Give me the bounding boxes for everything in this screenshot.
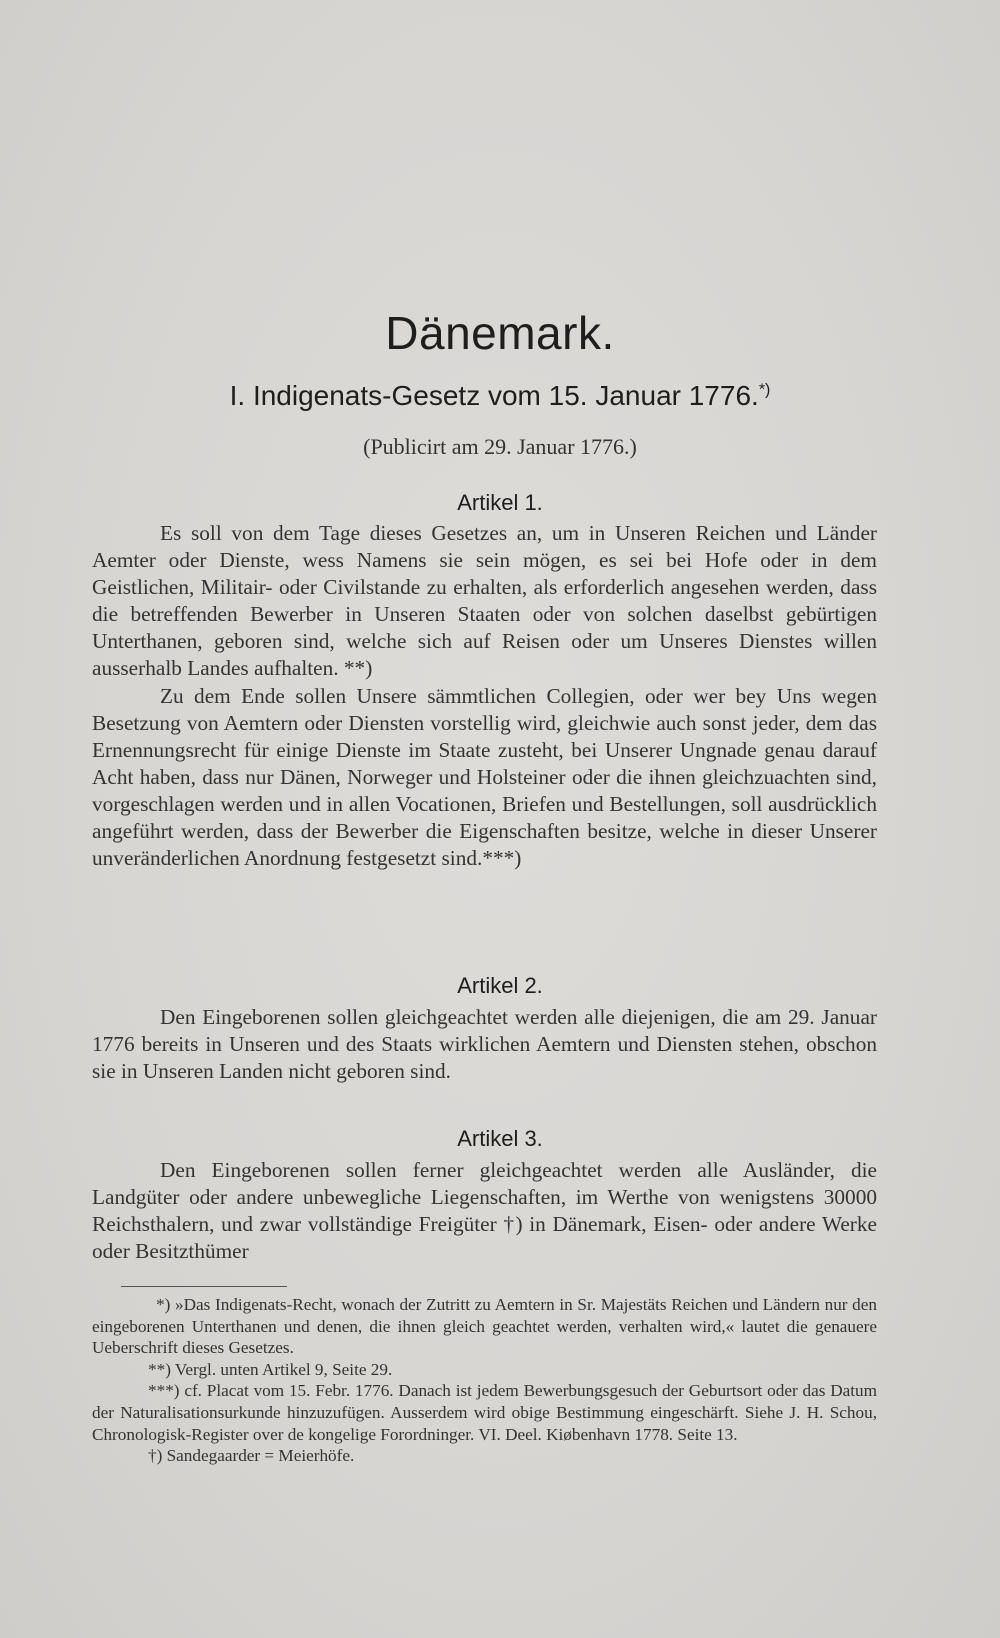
publication-date: (Publicirt am 29. Januar 1776.) bbox=[363, 434, 637, 459]
article-3-heading: Artikel 3. bbox=[457, 1126, 543, 1151]
footnote-divider bbox=[121, 1286, 287, 1287]
footnote: ***) cf. Placat vom 15. Febr. 1776. Danach ist jedem Bewerbungsgesuch der Geburtsort oder das Datum der Naturalisationsurkunde hinzuzufügen. Ausserdem wird obige Bestimmung eingeschärft. Siehe J. H. Schou, Chronologisk-Register over de kongelige Forordninger. VI. Deel. Kiøbenhavn 1778. Seite 13. bbox=[92, 1381, 877, 1444]
article-1-heading: Artikel 1. bbox=[457, 490, 543, 515]
footnote: **) Vergl. unten Artikel 9, Seite 29. bbox=[148, 1359, 393, 1379]
law-title-text: I. Indigenats-Gesetz vom 15. Januar 1776. bbox=[229, 380, 759, 411]
article-2-paragraph: Den Eingeborenen sollen gleichgeachtet werden alle diejenigen, die am 29. Januar 1776 bereits in Unseren und des Staats wirklichen Aemtern und Diensten stehen, obschon sie in Unseren Landen nicht geboren sind. bbox=[92, 1005, 877, 1084]
article-2-body bbox=[92, 1004, 877, 1085]
article-1-paragraph: Zu dem Ende sollen Unsere sämmtlichen Collegien, oder wer bey Uns wegen Besetzung von Aemtern oder Diensten vorstellig wird, gleichwie auch sonst jeder, dem das Ernennungsrecht für einige Dienste im Staate zusteht, bei Unserer Ungnade genau darauf Acht haben, dass nur Dänen, Norweger und Holsteiner oder die ihnen gleichzuachten sind, vorgeschlagen werden und in allen Vocationen, Briefen und Bestellungen, soll ausdrücklich angeführt werden, dass der Bewerber die Eigenschaften besitze, welche in dieser Unserer unveränderlichen Anordnung festgesetzt sind.***) bbox=[92, 683, 877, 871]
article-1-paragraph: Es soll von dem Tage dieses Gesetzes an, um in Unseren Reichen und Länder Aemter oder Dienste, wess Namens sie sein mögen, es sei bei Hofe oder in dem Geistlichen, Militair- oder Civilstande zu erhalten, als erforderlich angesehen werden, dass die betreffenden Bewerber in Unseren Staaten oder von solchen daselbst gebürtigen Unterthanen, geboren sind, welche sich auf Reisen oder um Unseres Dienstes willen ausserhalb Landes aufhalten. **) bbox=[92, 521, 877, 681]
footnote: †) Sandegaarder = Meierhöfe. bbox=[148, 1446, 355, 1466]
article-1-body bbox=[92, 520, 877, 872]
article-3-body bbox=[92, 1157, 877, 1265]
article-2-heading: Artikel 2. bbox=[457, 973, 543, 998]
page-title: Dänemark. bbox=[385, 307, 615, 359]
footnote: *) »Das Indigenats-Recht, wonach der Zutritt zu Aemtern in Sr. Majestäts Reichen und Ländern nur den eingeborenen Unterthanen und denen, die ihnen gleich geachtet werden, verhalten wird,« lautet die genauere Ueberschrift dieses Gesetzes. bbox=[92, 1295, 877, 1358]
law-title bbox=[0, 380, 1000, 412]
article-3-paragraph: Den Eingeborenen sollen ferner gleichgeachtet werden alle Ausländer, die Landgüter oder andere unbewegliche Liegenschaften, im Werthe von wenigstens 30000 Reichsthalern, und zwar vollständige Freigüter †) in Dänemark, Eisen- oder andere Werke oder Besitzthümer bbox=[92, 1158, 877, 1264]
footnotes bbox=[92, 1294, 877, 1467]
law-title-footnote-mark: *) bbox=[758, 381, 771, 399]
